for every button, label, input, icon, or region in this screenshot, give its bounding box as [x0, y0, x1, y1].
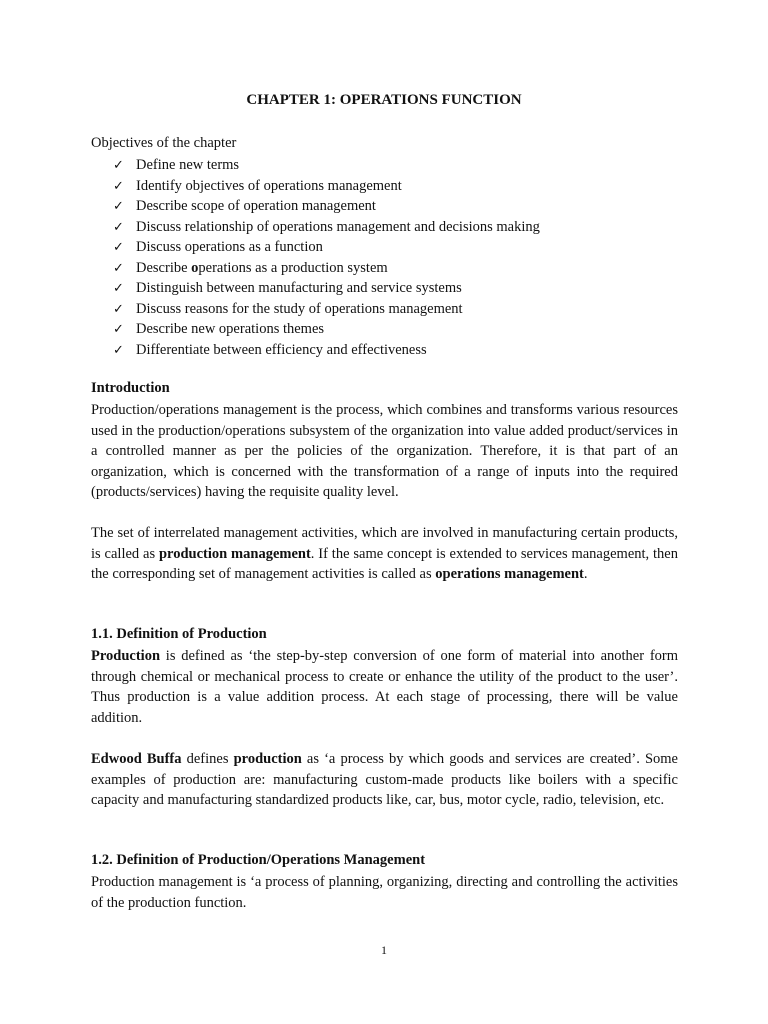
checkmark-icon: ✓ — [113, 322, 124, 337]
page-number: 1 — [381, 943, 387, 957]
checkmark-icon: ✓ — [113, 342, 124, 358]
checkmark-icon: ✓ — [113, 281, 124, 296]
checkmark-icon: ✓ — [113, 260, 124, 276]
checkmark-icon: ✓ — [113, 178, 124, 194]
objectives-heading: Objectives of the chapter — [91, 135, 237, 151]
section-1-1-heading: 1.1. Definition of Production — [91, 626, 267, 642]
checkmark-icon: ✓ — [113, 158, 124, 173]
objective-item: ✓ Define new terms — [113, 155, 540, 176]
introduction-paragraph-2: The set of interrelated management activities, which are involved in manufacturing certain products, is called as production management. If the same concept is extended to services management, then the corresponding set of management activities is called as operations management. — [91, 525, 678, 582]
objective-item: ✓ Differentiate between efficiency and effectiveness — [113, 340, 540, 361]
introduction-heading: Introduction — [91, 380, 170, 396]
introduction-paragraph-1: Production/operations management is the process, which combines and transforms various resources used in the production/operations subsystem of the organization into value added product/services in a controlled manner as per the policies of the organization. Therefore, it is that part of an organization, which is concerned with the transformation of a range of inputs into the required (products/services) having the requisite quality level. — [91, 402, 678, 500]
objective-item: ✓ Identify objectives of operations management — [113, 176, 540, 197]
checkmark-icon: ✓ — [113, 240, 124, 255]
section-1-1-paragraph-1: Production is defined as ‘the step-by-step conversion of one form of material into another form through chemical or mechanical process to create or enhance the utility of the product to the user’. Thus production is a value addition process. At each stage of processing, there will be value addition. — [91, 648, 678, 726]
objective-item: ✓ Discuss relationship of operations management and decisions making — [113, 217, 540, 238]
section-1-1-paragraph-2: Edwood Buffa defines production as ‘a process by which goods and services are created’. Some examples of production are: manufacturing custom-made products like boilers with a specific capacity and manufacturing standardized products like, car, bus, motor cycle, radio, television, etc. — [91, 751, 678, 808]
section-1-2-paragraph-1: Production management is ‘a process of planning, organizing, directing and controlling the activities of the production function. — [91, 874, 678, 911]
objective-item: ✓ Describe new operations themes — [113, 319, 540, 340]
checkmark-icon: ✓ — [113, 301, 124, 317]
chapter-title: CHAPTER 1: OPERATIONS FUNCTION — [246, 92, 522, 108]
section-1-2-heading: 1.2. Definition of Production/Operations Management — [91, 852, 426, 868]
objective-item: ✓ Distinguish between manufacturing and service systems — [113, 278, 540, 299]
objective-item: ✓ Discuss reasons for the study of operations management — [113, 299, 540, 320]
objective-item: ✓ Describe operations as a production system — [113, 258, 540, 279]
checkmark-icon: ✓ — [113, 219, 124, 235]
objective-item: ✓ Describe scope of operation management — [113, 196, 540, 217]
checkmark-icon: ✓ — [113, 199, 124, 214]
objective-item: ✓ Discuss operations as a function — [113, 237, 540, 258]
objectives-list — [113, 155, 540, 360]
